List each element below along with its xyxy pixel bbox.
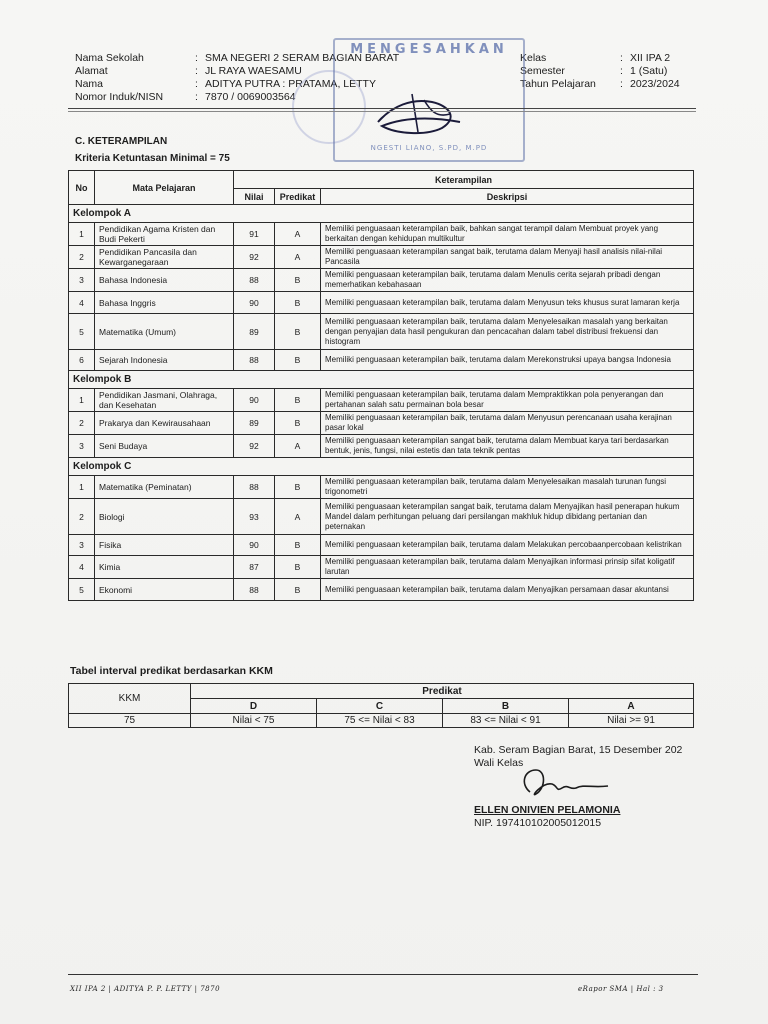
info-value: ADITYA PUTRA : PRATAMA, LETTY [205, 78, 376, 90]
header-divider [68, 108, 696, 109]
predikat-table [68, 683, 694, 728]
row-predikat: B [275, 389, 321, 412]
group-name: Kelompok C [69, 458, 694, 476]
info-separator: : [195, 52, 198, 64]
row-predikat: A [275, 499, 321, 535]
row-predikat: A [275, 435, 321, 458]
predikat-header: Predikat [191, 684, 694, 699]
info-separator: : [195, 78, 198, 90]
group-name: Kelompok B [69, 371, 694, 389]
group-row [69, 458, 694, 476]
row-no: 3 [69, 435, 95, 458]
row-no: 2 [69, 412, 95, 435]
info-value: JL RAYA WAESAMU [205, 65, 302, 77]
teacher-signature [512, 762, 612, 804]
row-no: 6 [69, 350, 95, 371]
table-row [69, 314, 694, 350]
row-no: 2 [69, 246, 95, 269]
info-label: Nama [75, 78, 104, 90]
row-mapel: Pendidikan Jasmani, Olahraga, dan Kesehatan [95, 389, 234, 412]
info-label: Tahun Pelajaran [520, 78, 596, 90]
range-b: 83 <= Nilai < 91 [443, 714, 569, 728]
row-no: 3 [69, 535, 95, 556]
row-no: 3 [69, 269, 95, 292]
row-predikat: B [275, 350, 321, 371]
row-predikat: A [275, 223, 321, 246]
row-nilai: 89 [234, 314, 275, 350]
info-label: Kelas [520, 52, 547, 64]
kkm-label: Kriteria Ketuntasan Minimal = 75 [75, 153, 230, 164]
row-mapel: Bahasa Indonesia [95, 269, 234, 292]
row-no: 1 [69, 223, 95, 246]
row-predikat: B [275, 292, 321, 314]
stamp-title: MENGESAHKAN [350, 42, 508, 57]
row-predikat: A [275, 246, 321, 269]
signer-name: ELLEN ONIVIEN PELAMONIA [474, 804, 621, 816]
col-deskripsi: Deskripsi [321, 189, 694, 205]
row-no: 5 [69, 314, 95, 350]
info-label: Alamat [75, 65, 108, 77]
stamp-name: NGESTI LIANO, S.PD, M.PD [370, 144, 488, 152]
info-label: Nama Sekolah [75, 52, 144, 64]
row-deskripsi: Memiliki penguasaan keterampilan baik, terutama dalam Menyusun perencanaan usaha kerajinan pasar lokal [321, 412, 694, 435]
info-value: XII IPA 2 [630, 52, 671, 64]
table-row [69, 476, 694, 499]
info-separator: : [195, 91, 198, 103]
row-no: 5 [69, 579, 95, 601]
row-mapel: Bahasa Inggris [95, 292, 234, 314]
row-deskripsi: Memiliki penguasaan keterampilan baik, terutama dalam Menyelesaikan masalah turunan fungsi trigonometri [321, 476, 694, 499]
info-label: Semester [520, 65, 565, 77]
row-deskripsi: Memiliki penguasaan keterampilan sangat baik, terutama dalam Membuat karya tari berdasarkan bentuk, jenis, fungsi, nilai estetis dan tata teknik pentas [321, 435, 694, 458]
table-row [69, 499, 694, 535]
range-c: 75 <= Nilai < 83 [317, 714, 443, 728]
row-deskripsi: Memiliki penguasaan keterampilan sangat baik, terutama dalam Menyajikan hasil penerapan hukum Mandel dalam perhitungan peluang dari persilangan makhluk hidup dibidang pertanian dan peternakan [321, 499, 694, 535]
row-mapel: Seni Budaya [95, 435, 234, 458]
place-date: Kab. Seram Bagian Barat, 15 Desember 202 [474, 744, 683, 756]
col-mapel: Mata Pelajaran [95, 171, 234, 205]
row-mapel: Matematika (Umum) [95, 314, 234, 350]
row-nilai: 90 [234, 389, 275, 412]
range-d: Nilai < 75 [191, 714, 317, 728]
kkm-header: KKM [69, 684, 191, 714]
row-predikat: B [275, 476, 321, 499]
footer-left: XII IPA 2 | ADITYA P. P. LETTY | 7870 [70, 985, 221, 993]
grade-d: D [191, 699, 317, 714]
col-predikat: Predikat [275, 189, 321, 205]
row-nilai: 93 [234, 499, 275, 535]
row-nilai: 92 [234, 435, 275, 458]
grade-c: C [317, 699, 443, 714]
row-predikat: B [275, 556, 321, 579]
footer-divider [68, 974, 698, 975]
row-predikat: B [275, 269, 321, 292]
row-mapel: Sejarah Indonesia [95, 350, 234, 371]
row-no: 1 [69, 389, 95, 412]
table-row [69, 556, 694, 579]
table-row [69, 246, 694, 269]
row-deskripsi: Memiliki penguasaan keterampilan baik, terutama dalam Menyajikan informasi prinsip sifat koligatif larutan [321, 556, 694, 579]
principal-signature [372, 88, 466, 138]
row-no: 1 [69, 476, 95, 499]
row-nilai: 90 [234, 535, 275, 556]
signer-nip: NIP. 197410102005012015 [474, 817, 602, 829]
row-predikat: B [275, 314, 321, 350]
row-no: 2 [69, 499, 95, 535]
range-a: Nilai >= 91 [569, 714, 694, 728]
info-separator: : [620, 78, 623, 90]
table-row [69, 435, 694, 458]
row-mapel: Pendidikan Agama Kristen dan Budi Pekerti [95, 223, 234, 246]
col-no: No [69, 171, 95, 205]
grade-a: A [569, 699, 694, 714]
table-row [69, 535, 694, 556]
signer-role: Wali Kelas [474, 757, 524, 769]
row-deskripsi: Memiliki penguasaan keterampilan baik, terutama dalam Menulis cerita sejarah pribadi dengan memerhatikan kebahasaan [321, 269, 694, 292]
info-value: 2023/2024 [630, 78, 680, 90]
group-row [69, 205, 694, 223]
col-keterampilan: Keterampilan [234, 171, 694, 189]
table-row [69, 292, 694, 314]
row-predikat: B [275, 412, 321, 435]
table-row [69, 223, 694, 246]
row-deskripsi: Memiliki penguasaan keterampilan baik, terutama dalam Menyelesaikan masalah yang berkaitan dengan penyajian data hasil pengukuran dan pencacahan dalam tabel distribusi frekuensi dan histogram [321, 314, 694, 350]
header-divider-thin [68, 111, 696, 112]
info-separator: : [195, 65, 198, 77]
table-row [69, 350, 694, 371]
row-no: 4 [69, 556, 95, 579]
section-title: C. KETERAMPILAN [75, 136, 168, 147]
row-nilai: 90 [234, 292, 275, 314]
row-mapel: Prakarya dan Kewirausahaan [95, 412, 234, 435]
row-nilai: 91 [234, 223, 275, 246]
footer-right: eRapor SMA | Hal : 3 [578, 985, 664, 993]
row-mapel: Biologi [95, 499, 234, 535]
row-deskripsi: Memiliki penguasaan keterampilan baik, terutama dalam Mempraktikkan pola penyerangan dan pertahanan salah satu permainan bola besar [321, 389, 694, 412]
col-nilai: Nilai [234, 189, 275, 205]
table-row [69, 579, 694, 601]
table-row [69, 269, 694, 292]
predikat-title: Tabel interval predikat berdasarkan KKM [70, 665, 273, 677]
info-separator: : [620, 52, 623, 64]
table-row [69, 389, 694, 412]
row-nilai: 88 [234, 350, 275, 371]
row-predikat: B [275, 535, 321, 556]
row-mapel: Kimia [95, 556, 234, 579]
row-mapel: Ekonomi [95, 579, 234, 601]
info-value: 7870 / 0069003564 [205, 91, 296, 103]
row-nilai: 87 [234, 556, 275, 579]
group-row [69, 371, 694, 389]
group-name: Kelompok A [69, 205, 694, 223]
row-deskripsi: Memiliki penguasaan keterampilan baik, terutama dalam Merekonstruksi upaya bangsa Indonesia [321, 350, 694, 371]
row-nilai: 88 [234, 269, 275, 292]
row-nilai: 88 [234, 579, 275, 601]
kkm-value: 75 [69, 714, 191, 728]
info-separator: : [620, 65, 623, 77]
row-nilai: 92 [234, 246, 275, 269]
info-value: 1 (Satu) [630, 65, 668, 77]
row-deskripsi: Memiliki penguasaan keterampilan baik, bahkan sangat terampil dalam Membuat proyek yang berkaitan dengan kehidupan multikultur [321, 223, 694, 246]
row-mapel: Matematika (Peminatan) [95, 476, 234, 499]
row-predikat: B [275, 579, 321, 601]
row-deskripsi: Memiliki penguasaan keterampilan baik, terutama dalam Menyusun teks khusus surat lamaran kerja [321, 292, 694, 314]
row-no: 4 [69, 292, 95, 314]
skills-table [68, 170, 694, 601]
row-deskripsi: Memiliki penguasaan keterampilan baik, terutama dalam Melakukan percobaanpercobaan kelistrikan [321, 535, 694, 556]
row-deskripsi: Memiliki penguasaan keterampilan baik, terutama dalam Menyajikan persamaan dasar akuntansi [321, 579, 694, 601]
table-row [69, 412, 694, 435]
row-deskripsi: Memiliki penguasaan keterampilan sangat baik, terutama dalam Menyaji hasil analisis nilai-nilai Pancasila [321, 246, 694, 269]
row-nilai: 89 [234, 412, 275, 435]
row-nilai: 88 [234, 476, 275, 499]
row-mapel: Fisika [95, 535, 234, 556]
row-mapel: Pendidikan Pancasila dan Kewarganegaraan [95, 246, 234, 269]
info-label: Nomor Induk/NISN [75, 91, 164, 103]
grade-b: B [443, 699, 569, 714]
info-value: SMA NEGERI 2 SERAM BAGIAN BARAT [205, 52, 400, 64]
